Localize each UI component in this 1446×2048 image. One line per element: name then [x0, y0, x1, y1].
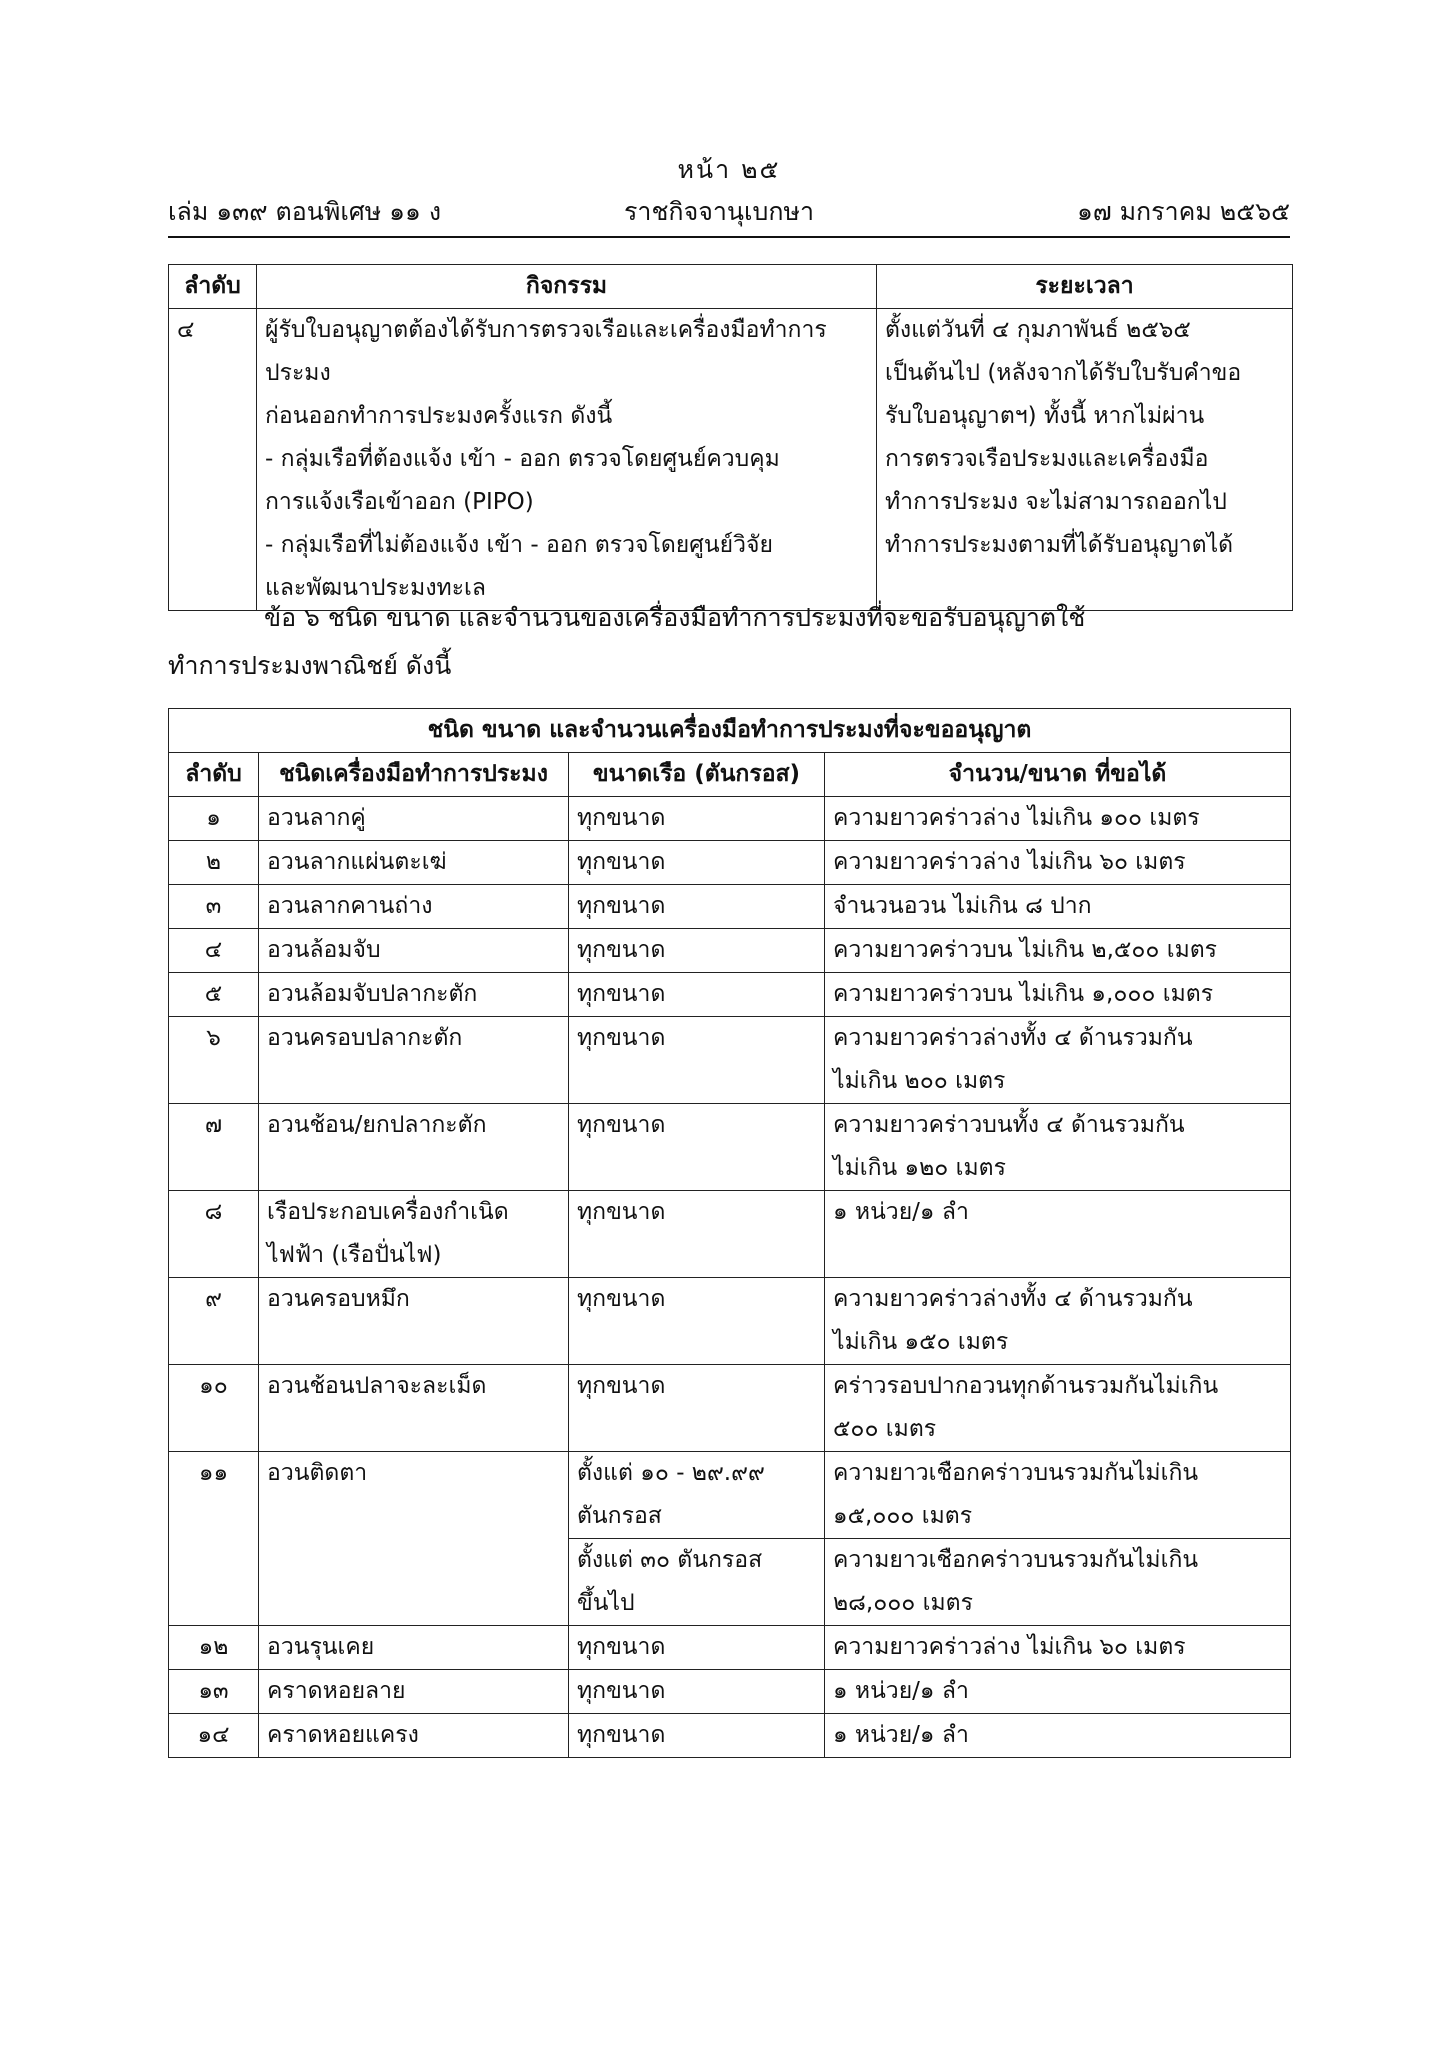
cell-line: ไฟฟ้า (เรือปั่นไฟ)	[267, 1242, 442, 1268]
activity-line: ผู้รับใบอนุญาตต้องได้รับการตรวจเรือและเครื่องมือทำการประมง	[265, 317, 827, 386]
activity-table	[168, 264, 1293, 611]
vessel-size	[569, 1452, 825, 1539]
table-row	[169, 929, 1291, 973]
row-number: ๑๓	[169, 1670, 259, 1714]
publication-name: ราชกิจจานุเบกษา	[624, 197, 815, 226]
cell-line: ตันกรอส	[577, 1503, 662, 1529]
table-row	[169, 1191, 1291, 1278]
clause-6	[168, 594, 1290, 690]
vessel-size: ทุกขนาด	[569, 1714, 825, 1758]
cell-line: ขึ้นไป	[577, 1590, 635, 1616]
gear-quantity	[825, 1104, 1291, 1191]
col-header: ชนิดเครื่องมือทำการประมง	[259, 753, 569, 797]
gear-type: อวนล้อมจับปลากะตัก	[259, 973, 569, 1017]
gear-type: คราดหอยลาย	[259, 1670, 569, 1714]
clause-line	[168, 594, 1290, 642]
gear-quantity: ความยาวคร่าวล่าง ไม่เกิน ๖๐ เมตร	[825, 1626, 1291, 1670]
vessel-size: ทุกขนาด	[569, 973, 825, 1017]
gear-quantity	[825, 1539, 1291, 1626]
table-row	[169, 1365, 1291, 1452]
gear-type: อวนช้อน/ยกปลากะตัก	[259, 1104, 569, 1191]
table-row	[169, 1017, 1291, 1104]
cell-line: ไม่เกิน ๑๕๐ เมตร	[833, 1329, 1009, 1355]
header-rule	[168, 236, 1290, 238]
cell-line: ๒๘,๐๐๐ เมตร	[833, 1590, 973, 1616]
vessel-size: ทุกขนาด	[569, 1670, 825, 1714]
clause-line: ทำการประมงพาณิชย์ ดังนี้	[168, 651, 452, 680]
gear-quantity: ๑ หน่วย/๑ ลำ	[825, 1714, 1291, 1758]
row-number: ๑๑	[169, 1452, 259, 1626]
vessel-size: ทุกขนาด	[569, 885, 825, 929]
vessel-size	[569, 1539, 825, 1626]
gear-quantity: ความยาวคร่าวล่าง ไม่เกิน ๖๐ เมตร	[825, 841, 1291, 885]
vessel-size: ทุกขนาด	[569, 1626, 825, 1670]
period-line: รับใบอนุญาตฯ) ทั้งนี้ หากไม่ผ่าน	[885, 403, 1205, 429]
gear-quantity	[825, 1452, 1291, 1539]
table-row	[169, 797, 1291, 841]
cell-line: ไม่เกิน ๑๒๐ เมตร	[833, 1155, 1006, 1181]
cell-line: ความยาวคร่าวล่างทั้ง ๔ ด้านรวมกัน	[833, 1025, 1193, 1051]
gear-type: อวนช้อนปลาจะละเม็ด	[259, 1365, 569, 1452]
table-header-row	[169, 753, 1291, 797]
row-number: ๔	[169, 929, 259, 973]
gear-type: อวนลากแผ่นตะเฆ่	[259, 841, 569, 885]
activity-cell	[257, 309, 877, 611]
table-row	[169, 309, 1293, 611]
gear-quantity	[825, 1365, 1291, 1452]
gear-type: อวนลากคานถ่าง	[259, 885, 569, 929]
row-number: ๑๐	[169, 1365, 259, 1452]
publication-date: ๑๗ มกราคม ๒๕๖๕	[1076, 197, 1290, 226]
gear-quantity: จำนวนอวน ไม่เกิน ๘ ปาก	[825, 885, 1291, 929]
cell-line: ๑๕,๐๐๐ เมตร	[833, 1503, 973, 1529]
vessel-size: ทุกขนาด	[569, 1191, 825, 1278]
gear-quantity: ๑ หน่วย/๑ ลำ	[825, 1670, 1291, 1714]
col-header: จำนวน/ขนาด ที่ขอได้	[825, 753, 1291, 797]
gear-quantity	[825, 1017, 1291, 1104]
cell-line: คร่าวรอบปากอวนทุกด้านรวมกันไม่เกิน	[833, 1373, 1219, 1399]
gear-table	[168, 708, 1291, 1758]
gear-quantity: ความยาวคร่าวบน ไม่เกิน ๒,๕๐๐ เมตร	[825, 929, 1291, 973]
gear-type: อวนครอบหมึก	[259, 1278, 569, 1365]
table-row	[169, 1278, 1291, 1365]
row-number: ๑๒	[169, 1626, 259, 1670]
vessel-size: ทุกขนาด	[569, 797, 825, 841]
volume-info: เล่ม ๑๓๙ ตอนพิเศษ ๑๑ ง	[168, 197, 442, 226]
activity-line: และพัฒนาประมงทะเล	[265, 575, 487, 601]
gear-quantity: ความยาวคร่าวล่าง ไม่เกิน ๑๐๐ เมตร	[825, 797, 1291, 841]
activity-line: ก่อนออกทำการประมงครั้งแรก ดังนี้	[265, 403, 613, 429]
cell-line: ความยาวเชือกคร่าวบนรวมกันไม่เกิน	[833, 1547, 1199, 1573]
table-row	[169, 1104, 1291, 1191]
cell-line: ความยาวคร่าวบนทั้ง ๔ ด้านรวมกัน	[833, 1112, 1185, 1138]
activity-line: - กลุ่มเรือที่ไม่ต้องแจ้ง เข้า - ออก ตรวจโดยศูนย์วิจัย	[265, 532, 773, 558]
vessel-size: ทุกขนาด	[569, 1278, 825, 1365]
period-line: เป็นต้นไป (หลังจากได้รับใบรับคำขอ	[885, 360, 1242, 386]
period-cell	[877, 309, 1293, 611]
cell-line: ความยาวคร่าวล่างทั้ง ๔ ด้านรวมกัน	[833, 1286, 1193, 1312]
gear-quantity	[825, 1278, 1291, 1365]
period-line: ทำการประมงตามที่ได้รับอนุญาตได้	[885, 532, 1234, 558]
activity-line: การแจ้งเรือเข้าออก (PIPO)	[265, 489, 534, 515]
row-number: ๓	[169, 885, 259, 929]
gear-type: อวนครอบปลากะตัก	[259, 1017, 569, 1104]
activity-line: - กลุ่มเรือที่ต้องแจ้ง เข้า - ออก ตรวจโดยศูนย์ควบคุม	[265, 446, 780, 472]
gear-type: คราดหอยแครง	[259, 1714, 569, 1758]
table-header-row	[169, 265, 1293, 309]
cell-line: เรือประกอบเครื่องกำเนิด	[267, 1199, 509, 1225]
gear-type: อวนล้อมจับ	[259, 929, 569, 973]
cell-line: ความยาวเชือกคร่าวบนรวมกันไม่เกิน	[833, 1460, 1199, 1486]
gear-quantity: ๑ หน่วย/๑ ลำ	[825, 1191, 1291, 1278]
clause-text: ข้อ ๖ ชนิด ขนาด และจำนวนของเครื่องมือทำการประมงที่จะขอรับอนุญาตใช้	[264, 603, 1086, 632]
cell-line: ไม่เกิน ๒๐๐ เมตร	[833, 1068, 1006, 1094]
row-number: ๒	[169, 841, 259, 885]
row-number: ๙	[169, 1278, 259, 1365]
table-title-row	[169, 709, 1291, 753]
cell-line: ตั้งแต่ ๓๐ ตันกรอส	[577, 1547, 763, 1573]
period-line: การตรวจเรือประมงและเครื่องมือ	[885, 446, 1209, 472]
period-line: ตั้งแต่วันที่ ๔ กุมภาพันธ์ ๒๕๖๕	[885, 317, 1191, 343]
row-number: ๖	[169, 1017, 259, 1104]
table-row	[169, 1626, 1291, 1670]
gear-table-body	[169, 797, 1291, 1758]
col-header: ลำดับ	[169, 265, 257, 309]
gear-quantity: ความยาวคร่าวบน ไม่เกิน ๑,๐๐๐ เมตร	[825, 973, 1291, 1017]
gear-type: อวนรุนเคย	[259, 1626, 569, 1670]
col-header: ลำดับ	[169, 753, 259, 797]
vessel-size: ทุกขนาด	[569, 1017, 825, 1104]
row-number: ๔	[169, 309, 257, 611]
vessel-size: ทุกขนาด	[569, 1365, 825, 1452]
gazette-header	[168, 192, 1290, 232]
vessel-size: ทุกขนาด	[569, 841, 825, 885]
row-number: ๕	[169, 973, 259, 1017]
col-header: ระยะเวลา	[877, 265, 1293, 309]
period-line: ทำการประมง จะไม่สามารถออกไป	[885, 489, 1227, 515]
row-number: ๗	[169, 1104, 259, 1191]
table-row	[169, 1452, 1291, 1539]
row-number: ๑๔	[169, 1714, 259, 1758]
table-row	[169, 973, 1291, 1017]
vessel-size: ทุกขนาด	[569, 1104, 825, 1191]
gear-type	[259, 1191, 569, 1278]
cell-line: ตั้งแต่ ๑๐ - ๒๙.๙๙	[577, 1460, 765, 1486]
table-title: ชนิด ขนาด และจำนวนเครื่องมือทำการประมงที่จะขออนุญาต	[169, 709, 1291, 753]
gear-type: อวนติดตา	[259, 1452, 569, 1626]
table-row	[169, 1670, 1291, 1714]
row-number: ๑	[169, 797, 259, 841]
col-header: กิจกรรม	[257, 265, 877, 309]
vessel-size: ทุกขนาด	[569, 929, 825, 973]
col-header: ขนาดเรือ (ตันกรอส)	[569, 753, 825, 797]
row-number: ๘	[169, 1191, 259, 1278]
page-number: หน้า ๒๕	[677, 155, 781, 184]
cell-line: ๕๐๐ เมตร	[833, 1416, 937, 1442]
table-row	[169, 1714, 1291, 1758]
table-row	[169, 841, 1291, 885]
gear-type: อวนลากคู่	[259, 797, 569, 841]
table-row	[169, 885, 1291, 929]
